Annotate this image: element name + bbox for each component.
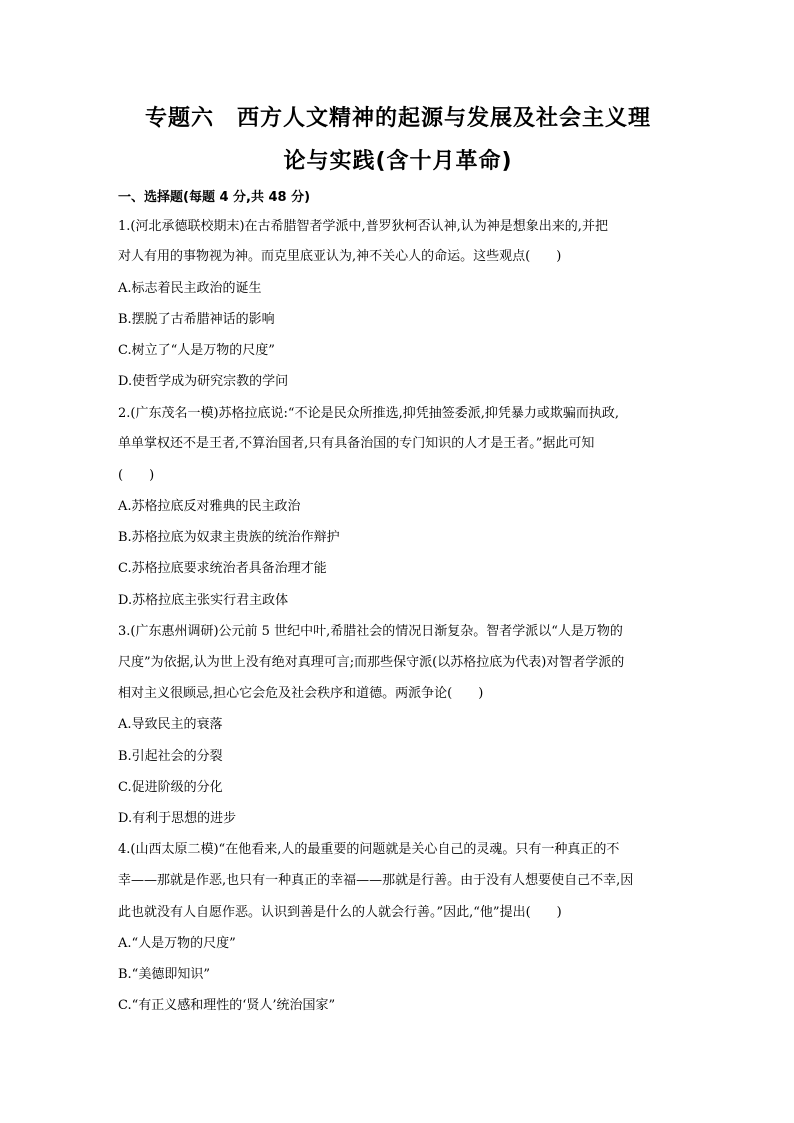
page-title-line-1: 专题六 西方人文精神的起源与发展及社会主义理 bbox=[144, 106, 651, 131]
question-2-text-line-1: 2.(广东茂名一模)苏格拉底说:“不论是民众所推选,抑凭抽签委派,抑凭暴力或欺骗而执政, bbox=[118, 406, 619, 421]
question-1-text-line-2: 对人有用的事物视为神。而克里底亚认为,神不关心人的命运。这些观点( ) bbox=[118, 249, 562, 264]
question-1-option-b: B.摆脱了古希腊神话的影响 bbox=[118, 312, 275, 327]
question-2-option-a: A.苏格拉底反对雅典的民主政治 bbox=[118, 499, 301, 514]
section-heading: 一、选择题(每题 4 分,共 48 分) bbox=[118, 190, 311, 205]
question-1-option-a: A.标志着民主政治的诞生 bbox=[118, 281, 262, 296]
question-2-text-line-2: 单单掌权还不是王者,不算治国者,只有具备治国的专门知识的人才是王者。”据此可知 bbox=[118, 436, 595, 451]
question-3-option-b: B.引起社会的分裂 bbox=[118, 749, 223, 764]
question-4-option-c: C.“有正义感和理性的‘贤人’统治国家” bbox=[118, 998, 336, 1013]
question-4-text-line-1: 4.(山西太原二模)“在他看来,人的最重要的问题就是关心自己的灵魂。只有一种真正的不 bbox=[118, 842, 620, 857]
question-2-option-b: B.苏格拉底为奴隶主贵族的统治作辩护 bbox=[118, 530, 340, 545]
page-title-line-2: 论与实践(含十月革命) bbox=[283, 149, 513, 174]
question-3-text-line-3: 相对主义很顾忌,担心它会危及社会秩序和道德。两派争论( ) bbox=[118, 686, 484, 701]
question-3-option-a: A.导致民主的衰落 bbox=[118, 717, 223, 732]
question-1-option-d: D.使哲学成为研究宗教的学问 bbox=[118, 374, 289, 389]
question-3-option-c: C.促进阶级的分化 bbox=[118, 780, 223, 795]
question-4-option-b: B.“美德即知识” bbox=[118, 967, 210, 982]
question-3-text-line-1: 3.(广东惠州调研)公元前 5 世纪中叶,希腊社会的情况日渐复杂。智者学派以“人是万物的 bbox=[118, 624, 623, 639]
question-2-option-d: D.苏格拉底主张实行君主政体 bbox=[118, 593, 289, 608]
question-2-text-line-3: ( ) bbox=[118, 468, 155, 483]
question-1-text-line-1: 1.(河北承德联校期末)在古希腊智者学派中,普罗狄柯否认神,认为神是想象出来的,并把 bbox=[118, 219, 608, 234]
question-3-option-d: D.有利于思想的进步 bbox=[118, 811, 237, 826]
question-2-option-c: C.苏格拉底要求统治者具备治理才能 bbox=[118, 561, 327, 576]
question-4-text-line-3: 此也就没有人自愿作恶。认识到善是什么的人就会行善。”因此,“他”提出( ) bbox=[118, 905, 562, 920]
question-3-text-line-2: 尺度”为依据,认为世上没有绝对真理可言;而那些保守派(以苏格拉底为代表)对智者学派的 bbox=[118, 655, 625, 670]
question-1-option-c: C.树立了“人是万物的尺度” bbox=[118, 343, 275, 358]
question-4-option-a: A.“人是万物的尺度” bbox=[118, 936, 236, 951]
question-4-text-line-2: 幸——那就是作恶,也只有一种真正的幸福——那就是行善。由于没有人想要使自己不幸,因 bbox=[118, 873, 634, 888]
